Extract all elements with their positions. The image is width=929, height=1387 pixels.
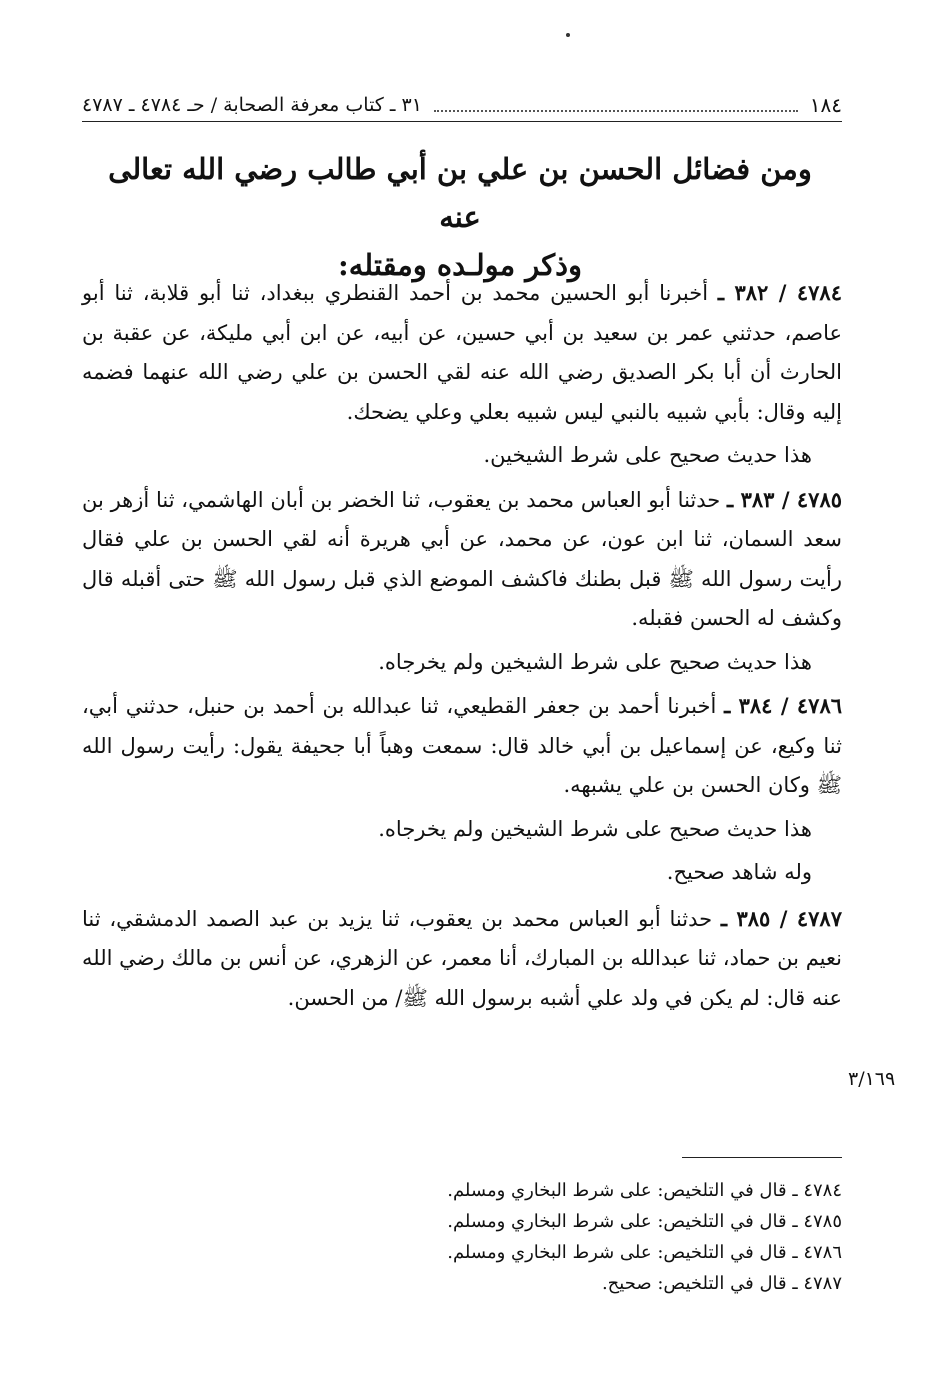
main-text [82, 273, 842, 1022]
footnote-4785: ٤٧٨٥ ـ قال في التلخيص: على شرط البخاري ومسلم. [447, 1211, 842, 1232]
footnote-4787: ٤٧٨٧ ـ قال في التلخيص: صحيح. [601, 1273, 842, 1294]
hadith-number: ٤٧٨٦ / ٣٨٤ ـ [724, 693, 843, 718]
hadith-number: ٤٧٨٤ / ٣٨٢ ـ [717, 280, 842, 305]
running-head-chapter: ٣١ ـ كتاب معرفة الصحابة / حـ ٤٧٨٤ ـ ٤٧٨٧ [82, 94, 422, 116]
hadith-supporting-note: وله شاهد صحيح. [666, 860, 812, 884]
footnote-rule [682, 1157, 842, 1158]
hadith-number: ٤٧٨٥ / ٣٨٣ ـ [727, 486, 843, 512]
hadith-4786 [82, 686, 842, 806]
footnote-4784: ٤٧٨٤ ـ قال في التلخيص: على شرط البخاري ومسلم. [447, 1180, 842, 1201]
hadith-text: حدثنا أبو العباس محمد بن يعقوب، ثنا الخضر بن أبان الهاشمي، ثنا أزهر بن سعد السمان، ثنا ابن عون، عن محمد، عن أبي هريرة أنه لقي الحسن بن علي فقال رأيت رسول الله ﷺ قبل بطنك فاكشف الموضع الذي قبل رسول الله ﷺ حتى أقبله قال وكشف له الحسن فقبله. [82, 487, 842, 630]
hadith-4784 [82, 273, 842, 432]
hadith-4785 [82, 480, 842, 639]
hadith-text: أخبرنا أحمد بن جعفر القطيعي، ثنا عبدالله بن أحمد بن حنبل، حدثني أبي، ثنا وكيع، عن إسماعيل بن أبي خالد قال: سمعت وهباً أبا جحيفة يقول: رأيت رسول الله ﷺ وكان الحسن بن علي يشبهه. [82, 694, 842, 797]
hadith-4787 [82, 899, 842, 1019]
hadith-number: ٤٧٨٧ / ٣٨٥ ـ [720, 905, 842, 931]
section-title-line-1: ومن فضائل الحسن بن علي بن أبي طالب رضي الله تعالى عنه [108, 152, 812, 234]
hadith-verdict: هذا حديث صحيح على شرط الشيخين ولم يخرجاه. [378, 816, 812, 841]
hadith-verdict: هذا حديث صحيح على شرط الشيخين ولم يخرجاه. [378, 649, 812, 674]
dotted-leader [434, 98, 798, 112]
section-title-line-2: وذكر مولـده ومقتله: [338, 248, 582, 282]
page-number: ١٨٤ [809, 93, 842, 117]
hadith-verdict: هذا حديث صحيح على شرط الشيخين. [483, 443, 812, 467]
hadith-text: حدثنا أبو العباس محمد بن يعقوب، ثنا يزيد بن عبد الصمد الدمشقي، ثنا نعيم بن حماد، ثنا عبدالله بن المبارك، أنا معمر، عن الزهري، عن أنس بن مالك رضي الله عنه قال: لم يكن في ولد علي أشبه برسول الله ﷺ/ من الحسن. [82, 906, 842, 1010]
margin-reference: ٣/١٦٩ [848, 1068, 896, 1090]
hadith-text: أخبرنا أبو الحسين محمد بن أحمد القنطري ببغداد، ثنا أبو قلابة، ثنا أبو عاصم، حدثني عمر بن سعيد بن أبي حسين، عن أبيه، عن ابن أبي مليكة، عن عقبة بن الحارث أن أبا بكر الصديق رضي الله عنه لقي الحسن بن علي رضي الله عنهما فضمه إليه وقال: بأبي شبيه بالنبي ليس شبيه بعلي وعلي يضحك. [82, 281, 842, 424]
footnote-4786: ٤٧٨٦ ـ قال في التلخيص: على شرط البخاري ومسلم. [447, 1242, 842, 1263]
header-rule [82, 121, 842, 122]
running-head [82, 92, 842, 118]
footnotes [300, 1175, 842, 1299]
section-title [100, 145, 820, 289]
page-mark [566, 33, 570, 37]
